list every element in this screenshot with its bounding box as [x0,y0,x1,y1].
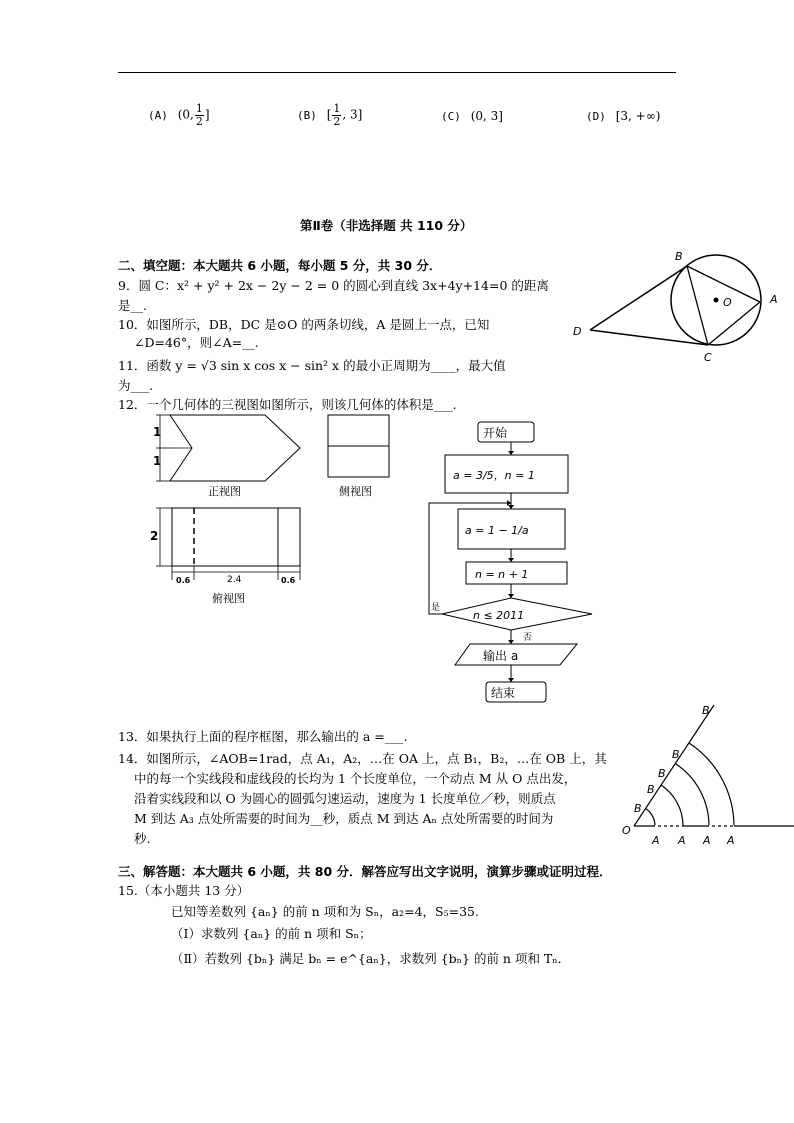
arc-label-a4: A [727,834,735,847]
center-dot [714,298,719,303]
label-b: B [675,250,683,263]
flow-init: a = 3/5，n = 1 [453,469,535,482]
flow-output: 输出 a [483,649,519,663]
option-c [441,109,503,123]
arc-label-b5: B [702,704,710,717]
flow-assign-a: a = 1 − 1/a [465,524,529,537]
arc-label-b2: B [647,783,655,796]
flow-arrowhead-2 [508,505,514,509]
q13-text: 13．如果执行上面的程序框图，那么输出的 a =___. [118,729,408,744]
q15-line3: （Ⅱ）若数列 {bₙ} 满足 bₙ = e^{aₙ}，求数列 {bₙ} 的前 n 项和 Tₙ． [171,951,571,966]
dim-06b: 0.6 [281,576,296,585]
q9-line1: 9．圆 C：x² + y² + 2x − 2y − 2 = 0 的圆心到直线 3x+4y+14=0 的距离 [118,278,549,293]
option-b [297,103,362,127]
option-a-prefix: (0, [177,107,194,122]
option-b-denominator: 2 [333,114,341,128]
arc-label-b3: B [658,767,666,780]
option-b-prefix: [ [326,107,332,122]
label-a: A [770,293,778,306]
arc-1 [646,809,655,827]
q14-line3: 沿着实线段和以 O 为圆心的圆弧匀速运动，速度为 1 长度单位／秒，则质点 [134,791,556,806]
option-b-fraction [332,103,341,127]
q15-line1: 已知等差数列 {aₙ} 的前 n 项和为 Sₙ，a₂=4，S₅=35. [171,904,479,919]
option-a [148,103,210,127]
part2-title: 第Ⅱ卷（非选择题 共 110 分） [300,218,473,233]
flow-cond: n ≤ 2011 [473,609,525,622]
q10-line1: 10．如图所示，DB，DC 是⊙O 的两条切线，A 是圆上一点，已知 [118,317,490,332]
label-c: C [704,351,712,364]
side-view-label: 侧视图 [339,485,372,498]
flowchart-figure [425,418,600,708]
label-d: D [573,325,582,338]
q15-head: 15.（本小题共 13 分） [118,883,250,898]
option-d [586,109,660,123]
arc-label-a2: A [678,834,686,847]
q11-line2: 为___. [118,378,154,393]
option-a-suffix: ] [204,107,210,122]
option-d-text: [3, +∞) [615,109,661,123]
q11-line1: 11．函数 y = √3 sin x cos x − sin² x 的最小正周期为____，最大值 [118,358,506,373]
arc-label-b4: B [672,748,680,761]
option-c-label: (C) [441,110,461,123]
flow-arrowhead-3 [508,558,514,562]
option-a-label: (A) [148,108,168,122]
flow-end: 结束 [491,686,516,700]
option-a-denominator: 2 [195,114,203,128]
q14-line4: M 到达 A₃ 点处所需要的时间为__秒，质点 M 到达 Aₙ 点处所需要的时间为 [134,811,554,826]
q14-line1: 14．如图所示，∠AOB=1rad，点 A₁，A₂，…在 OA 上，点 B₁，B₂，…在 OB 上，其 [118,751,607,766]
dim-06a: 0.6 [176,576,191,585]
flow-assign-n: n = n + 1 [475,568,529,581]
arc-label-a1: A [652,834,660,847]
option-c-text: (0, 3] [470,109,503,123]
flow-loop-line [429,503,511,614]
flow-yes: 是 [431,603,441,613]
dim-1b: 1 [153,454,162,468]
arc-label-a3: A [703,834,711,847]
q12-text: 12．一个几何体的三视图如图所示，则该几何体的体积是___. [118,397,457,412]
tangent-db [590,266,687,330]
arc-label-o: O [622,824,631,837]
section2-title: 二、填空题：本大题共 6 小题，每小题 5 分，共 30 分． [118,258,442,273]
arc-figure [614,700,794,850]
flow-no: 否 [523,633,533,643]
arc-3 [675,764,709,827]
dim-24: 2.4 [227,575,242,585]
section3-title: 三、解答题：本大题共 6 小题，共 80 分．解答应写出文字说明，演算步骤或证明过程． [118,864,612,879]
arc-2 [661,785,683,826]
top-view-label: 俯视图 [212,592,245,605]
option-a-numerator: 1 [195,102,203,115]
q15-line2: （Ⅰ）求数列 {aₙ} 的前 n 项和 Sₙ； [171,926,372,941]
q14-line5: 秒. [134,831,151,846]
top-rule [118,72,676,73]
arc-label-b1: B [634,802,642,815]
q9-line2: 是__. [118,298,147,313]
flow-start: 开始 [483,426,508,440]
dim-1a: 1 [153,425,162,439]
flow-arrowhead-4 [508,594,514,598]
option-b-suffix: , 3] [342,107,363,122]
front-view-label: 正视图 [208,485,241,498]
ray-ob [634,705,714,826]
dim-2: 2 [150,529,159,543]
flow-arrowhead-5 [508,640,514,644]
flow-arrowhead-1 [508,451,514,455]
option-b-numerator: 1 [333,102,341,115]
q10-line2: ∠D=46°，则∠A=__. [134,335,259,350]
flow-arrowhead-6 [508,678,514,682]
label-o: O [723,296,732,309]
top-view-rect [172,508,300,566]
circle-tangent-figure [565,245,790,370]
three-views-figure [140,410,400,610]
chord-ca [708,302,760,345]
q14-line2: 中的每一个实线段和虚线段的长均为 1 个长度单位，一个动点 M 从 O 点出发， [134,771,577,786]
chord-bc [687,266,708,345]
option-a-fraction [195,103,204,127]
option-d-label: (D) [586,110,606,123]
option-b-label: (B) [297,108,317,122]
